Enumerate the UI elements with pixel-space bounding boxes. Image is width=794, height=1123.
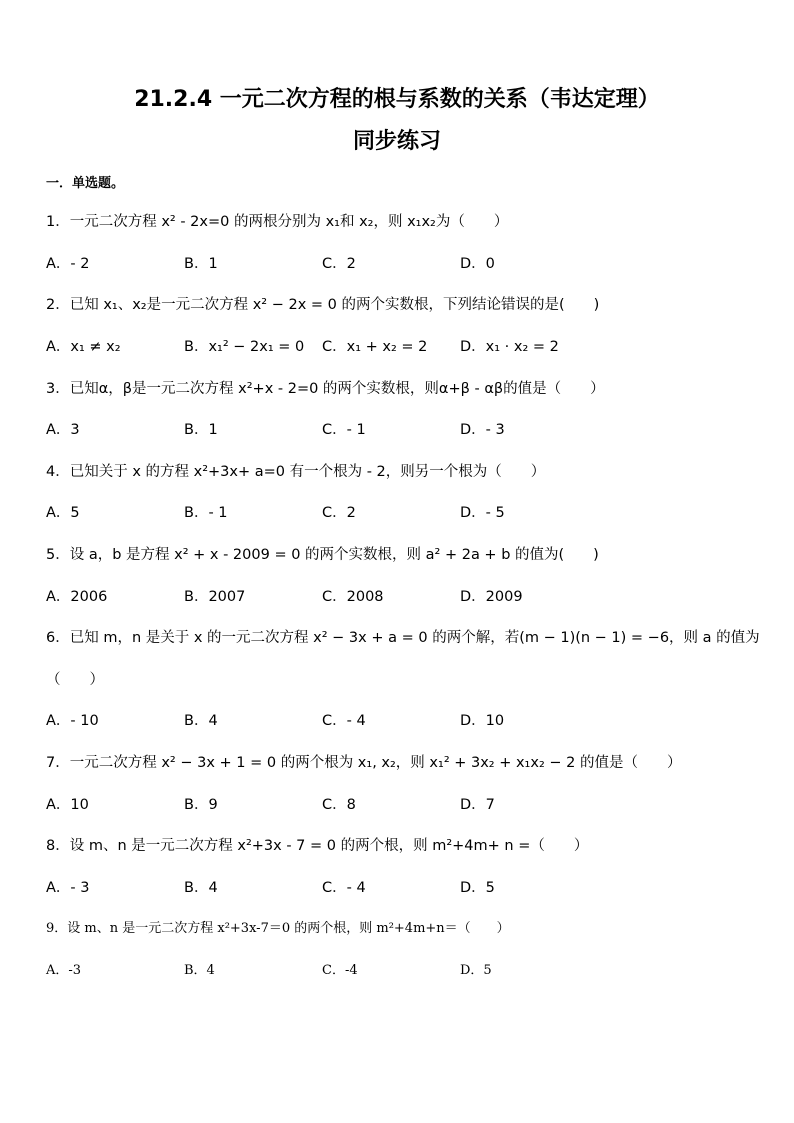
option-a: A．5 (46, 505, 80, 521)
option-b: B．x₁² − 2x₁ = 0 (184, 339, 305, 355)
question-7-stem: 7．一元二次方程 x² − 3x + 1 = 0 的两个根为 x₁, x₂，则 x₁² + 3x₂ + x₁x₂ − 2 的值是（ ） (46, 755, 682, 771)
option-a: A．10 (46, 797, 89, 813)
option-d: D．7 (460, 797, 495, 813)
question-4-stem: 4．已知关于 x 的方程 x²+3x+ a=0 有一个根为 - 2，则另一个根为（ ） (46, 464, 546, 480)
question-8-stem: 8．设 m、n 是一元二次方程 x²+3x - 7 = 0 的两个根，则 m²+4m+ n =（ ） (46, 838, 589, 854)
option-c: C．8 (322, 797, 356, 813)
option-b: B．2007 (184, 589, 246, 605)
option-a: A．2006 (46, 589, 108, 605)
question-6-stem: 6．已知 m，n 是关于 x 的一元二次方程 x² − 3x + a = 0 的两个解，若(m − 1)(n − 1) = −6，则 a 的值为 (46, 630, 760, 646)
option-c: C．- 4 (322, 713, 366, 729)
option-a: A．x₁ ≠ x₂ (46, 339, 121, 355)
doc-title: 21.2.4 一元二次方程的根与系数的关系（韦达定理） (134, 87, 660, 112)
doc-subtitle: 同步练习 (352, 129, 441, 154)
question-5-stem: 5．设 a，b 是方程 x² + x - 2009 = 0 的两个实数根，则 a² + 2a + b 的值为( ) (46, 547, 599, 563)
section-heading: 一．单选题。 (46, 176, 125, 191)
question-6-stem-continued: （ ） (46, 672, 104, 688)
option-a: A．- 3 (46, 880, 90, 896)
option-b: B．4 (184, 880, 218, 896)
option-c: C．x₁ + x₂ = 2 (322, 339, 428, 355)
question-2-stem: 2．已知 x₁、x₂是一元二次方程 x² − 2x = 0 的两个实数根，下列结论错误的是( ) (46, 297, 600, 313)
option-a: A．- 10 (46, 713, 99, 729)
option-d: D．- 3 (460, 422, 505, 438)
option-a: A．- 2 (46, 256, 90, 272)
option-b: B．1 (184, 422, 218, 438)
option-c: C．- 4 (322, 880, 366, 896)
option-d: D．- 5 (460, 505, 505, 521)
question-9-stem: 9．设 m、n 是一元二次方程 x²+3x-7＝0 的两个根，则 m²+4m+n＝（ ） (46, 921, 510, 936)
question-3-stem: 3．已知α，β是一元二次方程 x²+x - 2=0 的两个实数根，则α+β - αβ的值是（ ） (46, 381, 605, 397)
option-c: C．2 (322, 256, 356, 272)
option-d: D．2009 (460, 589, 523, 605)
option-c: C．2 (322, 505, 356, 521)
option-b: B．4 (184, 713, 218, 729)
option-c: C．- 1 (322, 422, 366, 438)
option-b: B．4 (184, 963, 215, 978)
option-b: B．1 (184, 256, 218, 272)
option-d: D．5 (460, 963, 492, 978)
question-1-stem: 1．一元二次方程 x² - 2x=0 的两根分别为 x₁和 x₂，则 x₁x₂为（ ） (46, 214, 509, 230)
option-d: D．x₁ · x₂ = 2 (460, 339, 559, 355)
option-a: A．-3 (46, 963, 82, 978)
option-b: B．9 (184, 797, 218, 813)
option-c: C．-4 (322, 963, 358, 978)
option-d: D．10 (460, 713, 505, 729)
option-c: C．2008 (322, 589, 384, 605)
option-d: D．5 (460, 880, 495, 896)
option-d: D．0 (460, 256, 495, 272)
option-a: A．3 (46, 422, 80, 438)
option-b: B．- 1 (184, 505, 228, 521)
